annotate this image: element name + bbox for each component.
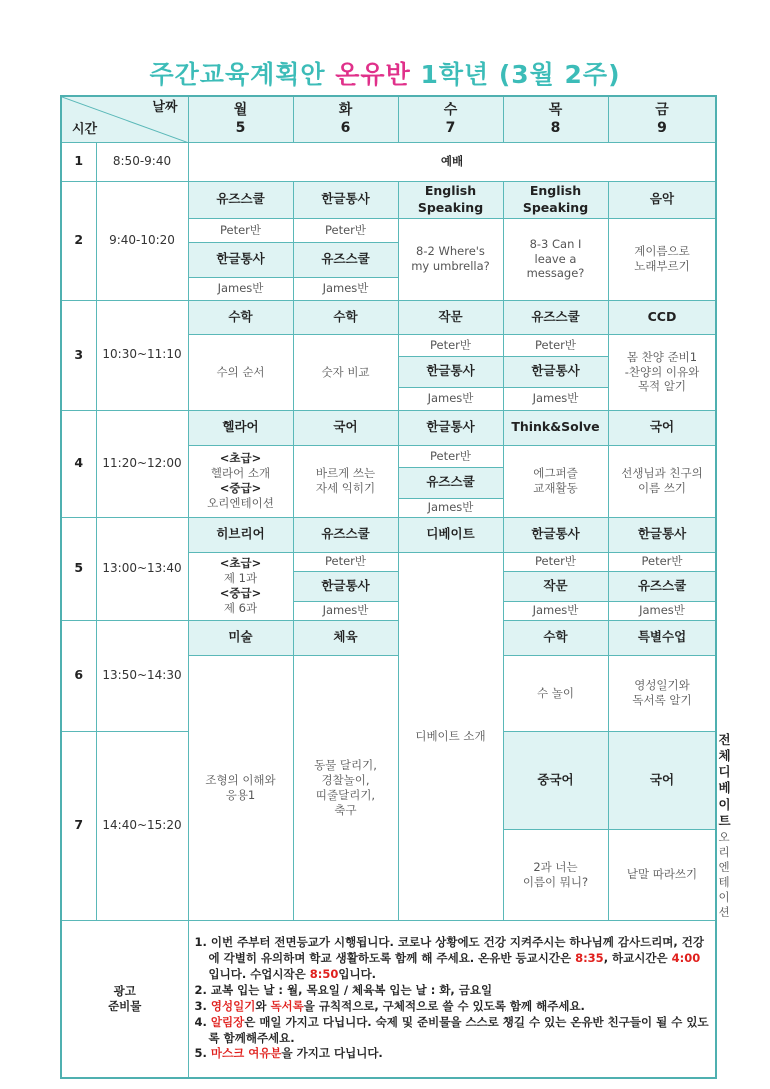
notice-highlight: 독서록 bbox=[270, 998, 304, 1013]
subject-cell: 체육 bbox=[293, 620, 398, 655]
content-line: 오리엔테이션 bbox=[207, 495, 274, 510]
page-title bbox=[0, 55, 770, 91]
subject-cell: 국어 bbox=[608, 731, 716, 830]
notice-highlight: 8:35 bbox=[575, 951, 604, 966]
content-line: 이름 쓰기 bbox=[637, 481, 687, 495]
notice-text: 은 매일 가지고 다닙니다. 숙제 및 준비물을 스스로 챙길 수 있는 온유반 친구들이 될 수 있도록 함께해주세요. bbox=[208, 1014, 709, 1045]
subject-cell: 한글통사 bbox=[293, 181, 398, 218]
content-line: 응용1 bbox=[225, 787, 256, 802]
period-time: 13:50~14:30 bbox=[96, 620, 188, 731]
notice-text: 을 가지고 다닙니다. bbox=[281, 1046, 383, 1061]
subject-cell: 작문 bbox=[398, 300, 503, 334]
content-line: 영성일기와 bbox=[634, 678, 690, 693]
content-line: leave a bbox=[534, 251, 577, 266]
subject-cell: 한글통사 bbox=[608, 517, 716, 552]
content-line: 노래부르기 bbox=[634, 259, 690, 273]
content-line: 8-2 Where's bbox=[416, 244, 485, 259]
subject-cell: 음악 bbox=[608, 181, 716, 218]
content-line: 조형의 이해와 bbox=[205, 772, 276, 787]
day-name: 금 bbox=[655, 102, 669, 119]
worship-cell: 예배 bbox=[188, 142, 716, 181]
subject-cell: 한글통사 bbox=[503, 517, 608, 552]
time-label: 시간 bbox=[72, 121, 98, 137]
group-label: James반 bbox=[503, 601, 608, 620]
title-class: 온유반 bbox=[335, 60, 411, 89]
period-number: 2 bbox=[61, 181, 96, 300]
content-line: 동물 달리기, bbox=[314, 757, 377, 772]
notice-item bbox=[195, 935, 710, 983]
notice-text: 을 규칙적으로, 구체적으로 쓸 수 있도록 함께 해주세요. bbox=[303, 998, 585, 1013]
group-label: Peter반 bbox=[503, 552, 608, 571]
notice-item bbox=[195, 999, 710, 1015]
group-label: Peter반 bbox=[293, 552, 398, 571]
notice-highlight: 마스크 여유분 bbox=[210, 1046, 282, 1061]
notice-text: 입니다. bbox=[338, 967, 377, 982]
notice-item bbox=[195, 1046, 710, 1062]
period-time: 11:20~12:00 bbox=[96, 410, 188, 517]
content-line: 바르게 쓰는 bbox=[315, 466, 376, 481]
subject-cell: CCD bbox=[608, 300, 716, 334]
day-date: 8 bbox=[550, 120, 561, 137]
notice-item bbox=[195, 1015, 710, 1047]
group-label: Peter반 bbox=[188, 218, 293, 242]
subject-cell: 국어 bbox=[293, 410, 398, 445]
day-date: 5 bbox=[235, 120, 246, 137]
header-corner bbox=[61, 96, 188, 142]
subject-cell: 특별수업 bbox=[608, 620, 716, 655]
notice-highlight: 8:50 bbox=[309, 967, 339, 982]
content-line: 교재활동 bbox=[533, 481, 578, 495]
subject-cell: 유즈스쿨 bbox=[398, 467, 503, 498]
content-cell bbox=[188, 445, 293, 517]
period-number: 5 bbox=[61, 517, 96, 620]
subject-line: English bbox=[529, 183, 582, 199]
content-cell bbox=[608, 334, 716, 410]
content-cell bbox=[293, 445, 398, 517]
subject-cell: 헬라어 bbox=[188, 410, 293, 445]
group-label: Peter반 bbox=[293, 218, 398, 242]
content-line: message? bbox=[526, 266, 585, 281]
title-main: 주간교육계획안 bbox=[149, 60, 326, 89]
period-time: 8:50-9:40 bbox=[96, 142, 188, 181]
subject-cell: 유즈스쿨 bbox=[293, 242, 398, 277]
level-heading: <초급> bbox=[219, 451, 262, 466]
day-header-tue bbox=[293, 96, 398, 142]
subject-cell bbox=[503, 181, 608, 218]
content-cell bbox=[188, 655, 293, 920]
notice-highlight: 알림장 bbox=[210, 1014, 245, 1029]
content-cell bbox=[398, 218, 503, 300]
subject-cell: 유즈스쿨 bbox=[293, 517, 398, 552]
day-header-fri bbox=[608, 96, 716, 142]
day-date: 6 bbox=[340, 120, 351, 137]
content-line: 선생님과 친구의 bbox=[621, 466, 703, 481]
content-line: 에그퍼즐 bbox=[533, 466, 578, 481]
day-header-mon bbox=[188, 96, 293, 142]
content-cell: 낱말 따라쓰기 bbox=[608, 830, 716, 921]
subject-line: Speaking bbox=[417, 199, 484, 215]
content-cell bbox=[608, 218, 716, 300]
day-name: 월 bbox=[233, 102, 248, 119]
notice-text: 1. 이번 주부터 전면등교가 시행됩니다. 코로나 상황에도 건강 지켜주시는 하나님께 감사드리며, 건강에 각별히 유의하며 학교 생활하도록 함께 해 주세요. 온유반 등교시간은 bbox=[194, 935, 705, 966]
subject-cell: 작문 bbox=[503, 571, 608, 601]
content-cell: 디베이트 소개 bbox=[398, 552, 503, 920]
period-time: 14:40~15:20 bbox=[96, 731, 188, 920]
notice-highlight: 영성일기 bbox=[210, 998, 256, 1013]
subject-cell: 유즈스쿨 bbox=[188, 181, 293, 218]
notice-list bbox=[188, 920, 716, 1078]
level-heading: <중급> bbox=[219, 586, 262, 600]
content-line: 8-3 Can I bbox=[529, 236, 582, 251]
period-number: 7 bbox=[61, 731, 96, 920]
level-heading: <중급> bbox=[219, 481, 262, 495]
content-cell bbox=[608, 655, 716, 731]
content-cell: 수의 순서 bbox=[188, 334, 293, 410]
subject-cell: 수학 bbox=[188, 300, 293, 334]
subject-cell: 중국어 bbox=[503, 731, 608, 830]
subject-cell: 한글통사 bbox=[188, 242, 293, 277]
group-label: James반 bbox=[398, 498, 503, 517]
subject-cell: 디베이트 bbox=[398, 517, 503, 552]
notice-label-line: 광고 bbox=[113, 983, 136, 998]
group-label: Peter반 bbox=[503, 334, 608, 356]
subject-line: English bbox=[424, 183, 477, 199]
content-line: -찬양의 이유와 bbox=[624, 364, 700, 379]
period-number: 4 bbox=[61, 410, 96, 517]
group-label: James반 bbox=[503, 387, 608, 410]
content-line: 경찰놀이, bbox=[321, 772, 370, 787]
subject-cell: 유즈스쿨 bbox=[503, 300, 608, 334]
day-name: 화 bbox=[338, 102, 353, 119]
notice-text: 5. bbox=[194, 1046, 211, 1061]
notice-text: 입니다. 수업시작은 bbox=[208, 967, 310, 982]
notice-highlight: 4:00 bbox=[671, 951, 701, 966]
group-label: Peter반 bbox=[608, 552, 716, 571]
day-header-thu bbox=[503, 96, 608, 142]
content-cell bbox=[503, 218, 608, 300]
period-time: 13:00~13:40 bbox=[96, 517, 188, 620]
group-label: James반 bbox=[398, 387, 503, 410]
content-cell: 숫자 비교 bbox=[293, 334, 398, 410]
subject-cell: 유즈스쿨 bbox=[608, 571, 716, 601]
content-line: 축구 bbox=[334, 802, 357, 817]
content-line: my umbrella? bbox=[411, 259, 490, 273]
schedule-table: 날짜 시간 월 5 화 6 수 7 목 8 금 9 1 8:50-9:40 예배 2 9:40-10:20 유즈스쿨 한글통사 English Speaking English Speaking 음악 Peter반 Peter반 8-2 Where's my umbrella? 8-3 Can I leave a message? 계이름으로 노래부르기 한글통사 유즈스쿨 James반 James반 3 10:30~11:10 수학 수학 작문 유즈스쿨 CCD 수의 순서 숫자 비교 Peter반 Peter반 몸 찬양 준비1 -찬양의 이유와 목적 알기 한글통사 한글통사 James반 James반 4 11:20~12:00 헬라어 국어 한글통사 Think&Solve 국어 <초급> 헬라어 소개 <중급> 오리엔테이션 바르게 쓰는 자세 익히기 Peter반 에그퍼즐 교재활동 선생님과 친구의 이름 쓰기 유즈스쿨 James반 5 13:00~13:40 히브리어 유즈스쿨 디베이트 한글통사 한글통사 <초급> 제 1과 <중급> 제 6과 Peter반 디베이트 소개 Peter반 Peter반 한글통사 작문 유즈스쿨 James반 James반 James반 6 13:50~14:30 미술 체육 수학 특별수업 조형의 이해와 응용1 동물 달리기, 경찰놀이, 띠줄달리기, 축구 수 놀이 영성일기와 독서록 알기 7 14:40~15:20 중국어 국어 전체디베이트 2과 너는 이름이 뭐니? 낱말 따라쓰기 오리엔테이션 광고 준비물 1. 이번 주부터 전면등교가 시행됩니다. 코로나 상황에도 건강 지켜주시는 하나님께 감사드리며, 건강에 각별히 유의하며 학교 생활하도록 함께 해 주세요. 온유반 등교시간은 8:35, 하교시간은 4:00입니다. 수업시작은 8:50입니다. 2. 교복 입는 날 : 월, 목요일 / 체육복 입는 날 : 화, 금요일 3. 영성일기와 독서록을 규칙적으로, 구체적으로 쓸 수 있도록 함께 해주세요. 4. 알림장은 매일 가지고 다닙니다. 숙제 및 준비물을 스스로 챙길 수 있는 온유반 친구들이 될 수 있도록 함께해주세요. 5. 마스크 여유분을 가지고 다닙니다. bbox=[60, 95, 717, 1079]
notice-item: 2. 교복 입는 날 : 월, 목요일 / 체육복 입는 날 : 화, 금요일 bbox=[194, 983, 493, 998]
subject-cell: 히브리어 bbox=[188, 517, 293, 552]
subject-cell: 수학 bbox=[293, 300, 398, 334]
content-line: 제 1과 bbox=[223, 571, 258, 586]
day-date: 9 bbox=[657, 120, 667, 137]
day-header-wed bbox=[398, 96, 503, 142]
notice-text: 4. bbox=[194, 1014, 211, 1029]
notice-label-line: 준비물 bbox=[108, 998, 142, 1013]
content-cell bbox=[503, 445, 608, 517]
notice-text: , 하교시간은 bbox=[603, 951, 672, 966]
notice-label bbox=[61, 920, 188, 1078]
content-line: 몸 찬양 준비1 bbox=[626, 349, 698, 364]
notice-text: 와 bbox=[255, 998, 271, 1013]
period-number: 1 bbox=[61, 142, 96, 181]
content-cell bbox=[503, 830, 608, 921]
date-label: 날짜 bbox=[152, 100, 178, 115]
content-line: 계이름으로 bbox=[634, 244, 690, 259]
level-heading: <초급> bbox=[219, 556, 262, 571]
subject-cell: 한글통사 bbox=[398, 356, 503, 387]
title-week: 1학년 (3월 2주) bbox=[420, 60, 621, 89]
content-line: 자세 익히기 bbox=[315, 481, 376, 495]
content-cell bbox=[188, 552, 293, 620]
period-number: 3 bbox=[61, 300, 96, 410]
day-name: 수 bbox=[443, 102, 458, 119]
subject-cell: Think&Solve bbox=[503, 410, 608, 445]
group-label: Peter반 bbox=[398, 334, 503, 356]
period-time: 9:40-10:20 bbox=[96, 181, 188, 300]
group-label: Peter반 bbox=[398, 445, 503, 467]
day-name: 목 bbox=[548, 102, 563, 119]
content-line: 독서록 알기 bbox=[632, 693, 692, 707]
group-label: James반 bbox=[188, 277, 293, 300]
period-time: 10:30~11:10 bbox=[96, 300, 188, 410]
content-line: 2과 너는 bbox=[533, 859, 578, 874]
group-label: James반 bbox=[293, 601, 398, 620]
subject-cell: 한글통사 bbox=[398, 410, 503, 445]
subject-cell: 한글통사 bbox=[503, 356, 608, 387]
period-number: 6 bbox=[61, 620, 96, 731]
subject-cell bbox=[398, 181, 503, 218]
group-label: James반 bbox=[608, 601, 716, 620]
content-cell bbox=[293, 655, 398, 920]
content-cell bbox=[608, 445, 716, 517]
day-date: 7 bbox=[445, 120, 456, 137]
content-line: 목적 알기 bbox=[637, 379, 687, 394]
subject-cell: 국어 bbox=[608, 410, 716, 445]
subject-cell: 미술 bbox=[188, 620, 293, 655]
content-line: 띠줄달리기, bbox=[315, 787, 376, 802]
content-line: 제 6과 bbox=[223, 600, 258, 615]
subject-cell: 한글통사 bbox=[293, 571, 398, 601]
content-line: 이름이 뭐니? bbox=[522, 874, 589, 889]
notice-text: 3. bbox=[194, 998, 211, 1013]
subject-cell: 수학 bbox=[503, 620, 608, 655]
subject-line: Speaking bbox=[522, 199, 589, 215]
content-line: 헬라어 소개 bbox=[210, 466, 271, 481]
group-label: James반 bbox=[293, 277, 398, 300]
content-cell: 수 놀이 bbox=[503, 655, 608, 731]
